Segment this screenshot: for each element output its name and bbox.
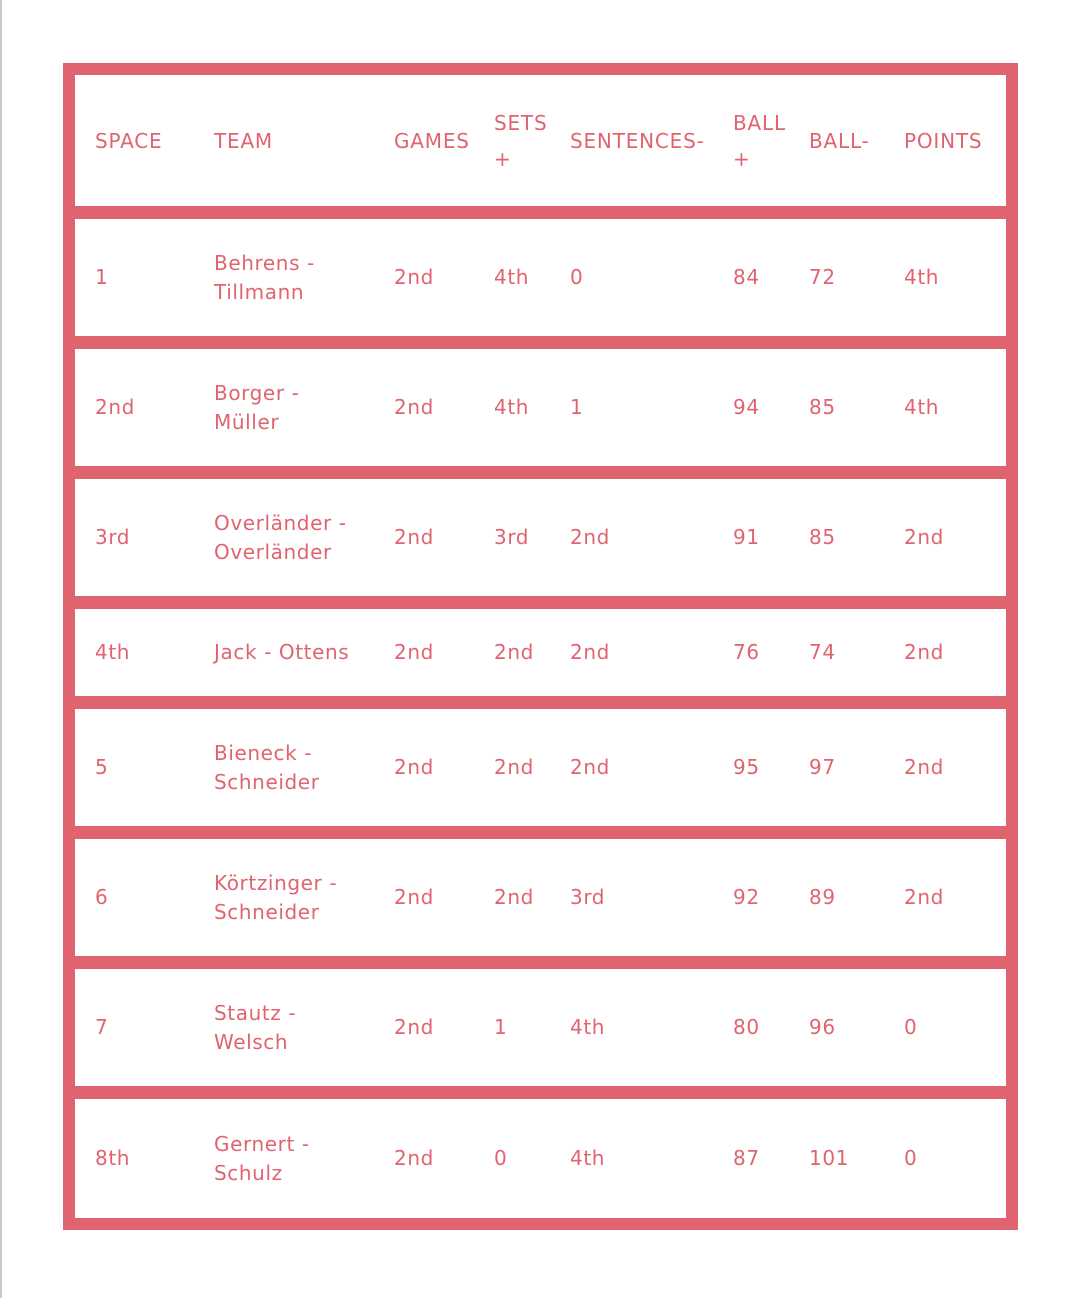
cell-games: 2nd: [394, 1146, 434, 1170]
header-sentences-minus: SENTENCES-: [570, 128, 705, 153]
cell-space: 1: [95, 265, 109, 289]
cell-sets-plus: 2nd: [494, 755, 534, 779]
table-row: [75, 219, 1006, 336]
table-row: [75, 839, 1006, 956]
cell-sentences-minus: 2nd: [570, 640, 610, 664]
standings-table: [63, 63, 1018, 1230]
cell-space: 2nd: [95, 395, 135, 419]
cell-sentences-minus: 4th: [570, 1015, 606, 1039]
cell-space: 5: [95, 755, 109, 779]
cell-points: 0: [904, 1015, 918, 1039]
cell-points: 4th: [904, 395, 940, 419]
header-points: POINTS: [904, 128, 983, 153]
cell-ball-minus: 101: [809, 1146, 849, 1170]
cell-sentences-minus: 2nd: [570, 755, 610, 779]
cell-points: 2nd: [904, 885, 944, 909]
cell-ball-plus: 80: [733, 1015, 760, 1039]
cell-ball-minus: 85: [809, 395, 836, 419]
cell-points: 2nd: [904, 525, 944, 549]
cell-sets-plus: 2nd: [494, 885, 534, 909]
cell-team: Jack - Ottens: [214, 640, 350, 664]
cell-team: Borger - Müller: [214, 380, 300, 434]
cell-sentences-minus: 2nd: [570, 525, 610, 549]
cell-sets-plus: 2nd: [494, 640, 534, 664]
cell-points: 0: [904, 1146, 918, 1170]
cell-ball-plus: 91: [733, 525, 760, 549]
cell-space: 8th: [95, 1146, 131, 1170]
cell-games: 2nd: [394, 640, 434, 664]
cell-team: Stautz - Welsch: [214, 1000, 297, 1054]
header-space: SPACE: [95, 128, 163, 153]
cell-team: Behrens - Tillmann: [214, 250, 315, 304]
cell-ball-plus: 76: [733, 640, 760, 664]
cell-games: 2nd: [394, 395, 434, 419]
table-row: [75, 1099, 1006, 1218]
table-row: [75, 609, 1006, 696]
header-games: GAMES: [394, 128, 470, 153]
cell-ball-minus: 74: [809, 640, 836, 664]
cell-sets-plus: 1: [494, 1015, 508, 1039]
cell-games: 2nd: [394, 525, 434, 549]
cell-ball-plus: 95: [733, 755, 760, 779]
cell-games: 2nd: [394, 755, 434, 779]
page-edge-divider: [0, 0, 2, 1298]
table-row: [75, 349, 1006, 466]
header-ball-minus: BALL-: [809, 128, 870, 153]
cell-sentences-minus: 0: [570, 265, 584, 289]
cell-space: 7: [95, 1015, 109, 1039]
cell-space: 3rd: [95, 525, 131, 549]
cell-ball-minus: 89: [809, 885, 836, 909]
table-row: [75, 479, 1006, 596]
header-sets-plus: SETS +: [494, 110, 548, 171]
cell-space: 6: [95, 885, 109, 909]
cell-sentences-minus: 4th: [570, 1146, 606, 1170]
cell-team: Bieneck - Schneider: [214, 740, 320, 794]
cell-games: 2nd: [394, 265, 434, 289]
cell-ball-plus: 94: [733, 395, 760, 419]
cell-team: Overländer - Overländer: [214, 510, 347, 564]
header-team: TEAM: [214, 128, 273, 153]
cell-sets-plus: 0: [494, 1146, 508, 1170]
cell-sets-plus: 3rd: [494, 525, 530, 549]
cell-games: 2nd: [394, 1015, 434, 1039]
cell-team: Körtzinger - Schneider: [214, 870, 338, 924]
cell-ball-plus: 84: [733, 265, 760, 289]
cell-ball-minus: 72: [809, 265, 836, 289]
cell-space: 4th: [95, 640, 131, 664]
cell-sets-plus: 4th: [494, 265, 530, 289]
cell-ball-minus: 97: [809, 755, 836, 779]
cell-team: Gernert - Schulz: [214, 1131, 310, 1185]
cell-sets-plus: 4th: [494, 395, 530, 419]
cell-sentences-minus: 3rd: [570, 885, 606, 909]
cell-games: 2nd: [394, 885, 434, 909]
cell-points: 4th: [904, 265, 940, 289]
cell-sentences-minus: 1: [570, 395, 584, 419]
cell-ball-minus: 96: [809, 1015, 836, 1039]
header-ball-plus: BALL +: [733, 110, 786, 171]
cell-ball-plus: 87: [733, 1146, 760, 1170]
table-row: [75, 969, 1006, 1086]
table-header-row: [75, 75, 1006, 206]
cell-ball-minus: 85: [809, 525, 836, 549]
cell-points: 2nd: [904, 755, 944, 779]
cell-points: 2nd: [904, 640, 944, 664]
table-row: [75, 709, 1006, 826]
cell-ball-plus: 92: [733, 885, 760, 909]
